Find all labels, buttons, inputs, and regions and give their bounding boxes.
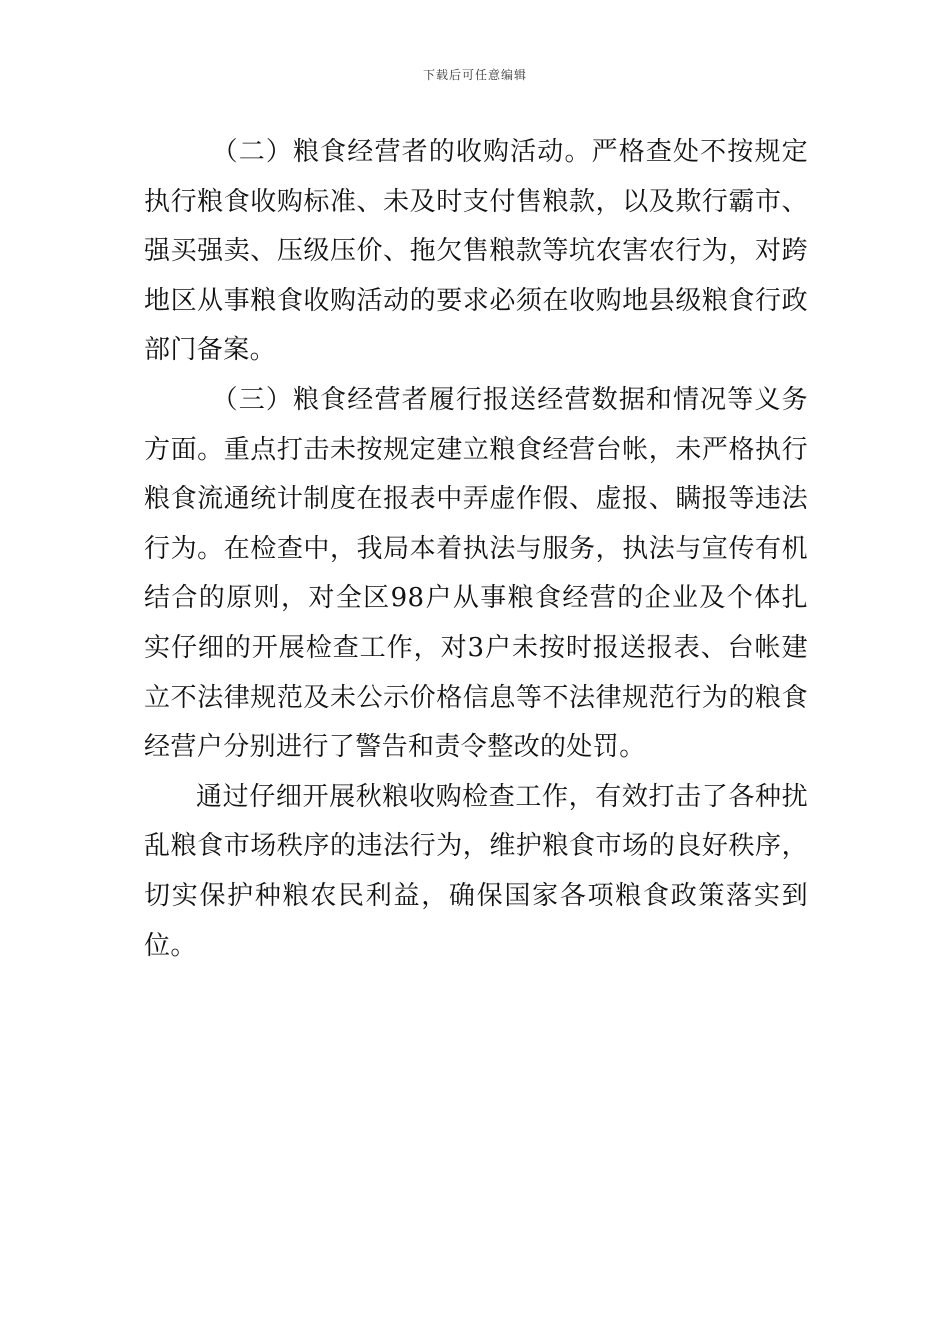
header-note: 下载后可任意编辑 bbox=[422, 68, 527, 82]
document-body bbox=[144, 128, 808, 971]
paragraph-conclusion: 通过仔细开展秋粮收购检查工作，有效打击了各种扰乱粮食市场秩序的违法行为，维护粮食市场的良好秩序，切实保护种粮农民利益，确保国家各项粮食政策落实到位。 bbox=[144, 781, 808, 961]
paragraph-reporting-obligations: （三）粮食经营者履行报送经营数据和情况等义务方面。重点打击未按规定建立粮食经营台帐，未严格执行粮食流通统计制度在报表中弄虚作假、虚报、瞒报等违法行为。在检查中，我局本着执法与服务，执法与宣传有机结合的原则，对全区98户从事粮食经营的企业及个体扎实仔细的开展检查工作，对3户未按时报送报表、台帐建立不法律规范及未公示价格信息等不法律规范行为的粮食经营户分别进行了警告和责令整改的处罚。 bbox=[144, 384, 808, 763]
paragraph-purchase-activities: （二）粮食经营者的收购活动。严格查处不按规定执行粮食收购标准、未及时支付售粮款，以及欺行霸市、强买强卖、压级压价、拖欠售粮款等坑农害农行为，对跨地区从事粮食收购活动的要求必须在收购地县级粮食行政部门备案。 bbox=[144, 137, 808, 366]
